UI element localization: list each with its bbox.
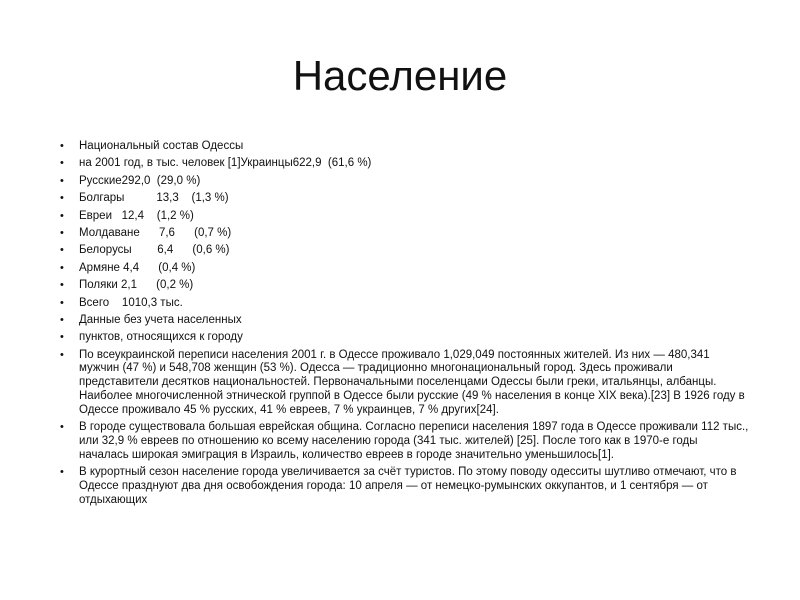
- bullet-item: [60, 210, 750, 224]
- bullet-dot-icon: •: [60, 226, 64, 239]
- bullet-item: [60, 297, 750, 311]
- bullet-item: [60, 349, 750, 418]
- bullet-dot-icon: •: [60, 192, 64, 205]
- bullet-list: [60, 140, 750, 511]
- bullet-text: на 2001 год, в тыс. человек [1]Украинцы622,9 (61,6 %): [79, 157, 372, 170]
- bullet-item: [60, 466, 750, 507]
- bullet-text: Евреи 12,4 (1,2 %): [79, 209, 194, 222]
- bullet-text: Всего 1010,3 тыс.: [79, 296, 183, 309]
- bullet-text: Поляки 2,1 (0,2 %): [79, 279, 194, 292]
- bullet-dot-icon: •: [60, 174, 64, 187]
- bullet-text: Национальный состав Одессы: [79, 140, 244, 152]
- bullet-dot-icon: •: [60, 244, 64, 257]
- bullet-text: Армяне 4,4 (0,4 %): [79, 261, 196, 274]
- bullet-item: [60, 175, 750, 189]
- bullet-text: Молдаване 7,6 (0,7 %): [79, 226, 232, 239]
- bullet-item: [60, 421, 750, 462]
- bullet-text: Русские292,0 (29,0 %): [79, 174, 201, 187]
- bullet-text: Белорусы 6,4 (0,6 %): [79, 244, 230, 257]
- bullet-dot-icon: •: [60, 209, 64, 222]
- bullet-dot-icon: •: [60, 140, 64, 152]
- bullet-dot-icon: •: [60, 331, 64, 344]
- bullet-text: По всеукраинской переписи населения 2001 г. в Одессе проживало 1,029,049 постоянных жителей. Из них — 480,341 мужчин (47 %) и 548,708 женщин (53 %). Одесса — традиционно многонациональный город. Здесь проживали представители десятков национальностей. Первоначальными поселенцами Одессы были греки, итальянцы, албанцы. Наиболее многочисленной этнической группой в Одессе были русские (49 % населения в конце XIX века).[23] В 1926 году в Одессе проживало 45 % русских, 41 % евреев, 7 % украинцев, 7 % других[24].: [79, 348, 748, 416]
- bullet-dot-icon: •: [60, 421, 64, 434]
- bullet-item: [60, 244, 750, 258]
- bullet-item: [60, 140, 750, 154]
- bullet-text: В курортный сезон население города увеличивается за счёт туристов. По этому поводу одесситы шутливо отмечают, что в Одессе празднуют два дня освобождения города: 10 апреля — от немецко-румынских оккупантов, и 1 сентября — от отдыхающих: [79, 466, 740, 506]
- bullet-text: пунктов, относящихся к городу: [79, 331, 243, 344]
- bullet-item: [60, 331, 750, 345]
- bullet-dot-icon: •: [60, 261, 64, 274]
- bullet-dot-icon: •: [60, 348, 64, 361]
- bullet-dot-icon: •: [60, 466, 64, 479]
- bullet-dot-icon: •: [60, 279, 64, 292]
- bullet-text: Болгары 13,3 (1,3 %): [79, 192, 229, 205]
- bullet-text: В городе существовала большая еврейская община. Согласно переписи населения 1897 года в Одессе проживали 112 тыс., или 32,9 % евреев по отношению ко всему населению города (341 тыс. жителей) [25]. После того как в 1970-е годы началась широкая эмиграция в Израиль, количество евреев в городе значительно уменьшилось[1].: [79, 421, 752, 461]
- bullet-item: [60, 279, 750, 293]
- bullet-dot-icon: •: [60, 157, 64, 170]
- bullet-item: [60, 227, 750, 241]
- bullet-dot-icon: •: [60, 313, 64, 326]
- bullet-item: [60, 192, 750, 206]
- bullet-item: [60, 157, 750, 171]
- slide-title: Население: [292, 52, 508, 99]
- bullet-dot-icon: •: [60, 296, 64, 309]
- bullet-item: [60, 314, 750, 328]
- bullet-text: Данные без учета населенных: [79, 313, 242, 326]
- bullet-item: [60, 262, 750, 276]
